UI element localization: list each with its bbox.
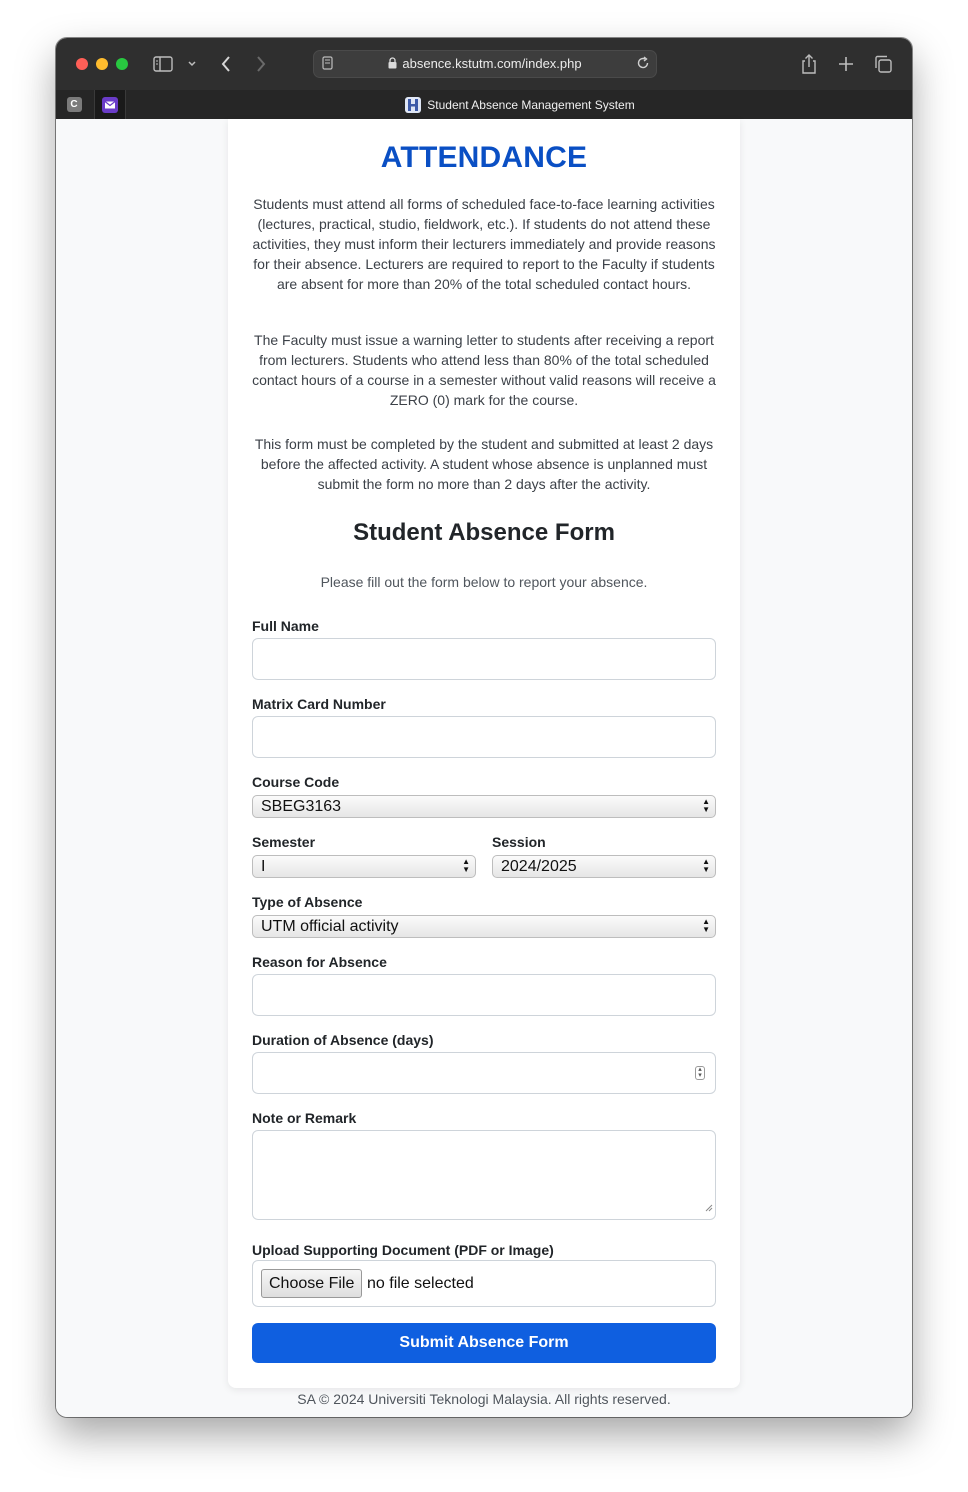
lock-icon	[388, 52, 397, 78]
duration-label: Duration of Absence (days)	[252, 1032, 434, 1048]
reload-icon[interactable]	[636, 56, 650, 75]
address-bar[interactable]	[313, 50, 657, 78]
session-value: 2024/2025	[501, 858, 577, 875]
browser-toolbar	[56, 38, 912, 90]
tab-title: Student Absence Management System	[427, 97, 635, 112]
select-arrows-icon: ▲ ▼	[702, 917, 710, 934]
reason-label: Reason for Absence	[252, 954, 387, 970]
pinned-tab-mail[interactable]	[94, 90, 126, 119]
close-window-button[interactable]	[76, 58, 88, 70]
forward-arrow-icon[interactable]	[253, 52, 269, 76]
sidebar-toggle-icon[interactable]	[152, 52, 174, 76]
c-app-icon: C	[67, 97, 82, 112]
upload-label: Upload Supporting Document (PDF or Image)	[252, 1242, 554, 1258]
file-upload-field[interactable]	[252, 1260, 716, 1307]
mail-icon	[102, 97, 118, 113]
share-icon[interactable]	[798, 52, 820, 76]
select-arrows-icon: ▲ ▼	[702, 797, 710, 814]
session-select[interactable]	[492, 855, 716, 878]
resize-handle-icon[interactable]	[705, 1199, 713, 1217]
attendance-policy-text: Students must attend all forms of scheduled face-to-face learning activities (lectures, practical, studio, fieldwork, etc.). If students do not attend these activities, they must inform their lecturers immediately and provide reasons for their absence. Lecturers are required to report to the Faculty if students are absent for more than 20% of the total scheduled contact hours.	[252, 196, 716, 292]
note-textarea[interactable]	[252, 1130, 716, 1220]
number-stepper-icon[interactable]: ▴ ▾	[695, 1066, 705, 1080]
semester-label: Semester	[252, 834, 316, 850]
url-text: absence.kstutm.com/index.php	[402, 56, 582, 71]
semester-value: I	[261, 858, 266, 875]
reason-input[interactable]	[252, 974, 716, 1016]
duration-input[interactable]	[252, 1052, 716, 1094]
submit-button[interactable]: Submit Absence Form	[252, 1323, 716, 1363]
minimize-window-button[interactable]	[96, 58, 108, 70]
course-code-label: Course Code	[252, 774, 340, 790]
tab-overview-icon[interactable]	[872, 52, 894, 76]
note-label: Note or Remark	[252, 1110, 357, 1126]
site-favicon-icon	[405, 97, 421, 113]
back-arrow-icon[interactable]	[218, 52, 234, 76]
new-tab-icon[interactable]	[836, 52, 856, 76]
zoom-window-button[interactable]	[116, 58, 128, 70]
select-arrows-icon: ▲ ▼	[702, 857, 710, 874]
tab-bar	[56, 90, 912, 120]
full-name-label: Full Name	[252, 618, 319, 634]
full-name-input[interactable]	[252, 638, 716, 680]
chevron-down-icon[interactable]	[186, 52, 198, 76]
form-title: Student Absence Form	[353, 519, 615, 546]
session-label: Session	[492, 834, 546, 850]
matrix-number-label: Matrix Card Number	[252, 696, 386, 712]
warning-policy-text: The Faculty must issue a warning letter to students after receiving a report from lecturers. Students who attend less than 80% of the total scheduled contact hours of a course in a semester without valid reasons will receive a ZERO (0) mark for the course.	[252, 332, 716, 408]
course-code-value: SBEG3163	[261, 798, 342, 815]
footer-text: SA © 2024 Universiti Teknologi Malaysia. All rights reserved.	[297, 1391, 671, 1407]
browser-window	[56, 38, 912, 1417]
pinned-tab-c[interactable]	[59, 90, 89, 119]
course-code-select[interactable]	[252, 795, 716, 818]
submission-policy-text: This form must be completed by the student and submitted at least 2 days before the affected activity. A student whose absence is unplanned must submit the form no more than 2 days after the activity.	[254, 436, 714, 492]
form-intro: Please fill out the form below to report your absence.	[320, 574, 648, 590]
tab-active[interactable]	[128, 90, 912, 119]
absence-type-value: UTM official activity	[261, 918, 399, 935]
form-card	[228, 119, 740, 1388]
absence-type-label: Type of Absence	[252, 894, 363, 910]
matrix-number-input[interactable]	[252, 716, 716, 758]
page-heading: ATTENDANCE	[380, 141, 588, 174]
page-content	[56, 119, 912, 1417]
choose-file-button[interactable]: Choose File	[261, 1269, 362, 1298]
file-status-text: no file selected	[367, 1275, 474, 1292]
absence-type-select[interactable]	[252, 915, 716, 938]
semester-select[interactable]	[252, 855, 476, 878]
select-arrows-icon: ▲ ▼	[462, 857, 470, 874]
